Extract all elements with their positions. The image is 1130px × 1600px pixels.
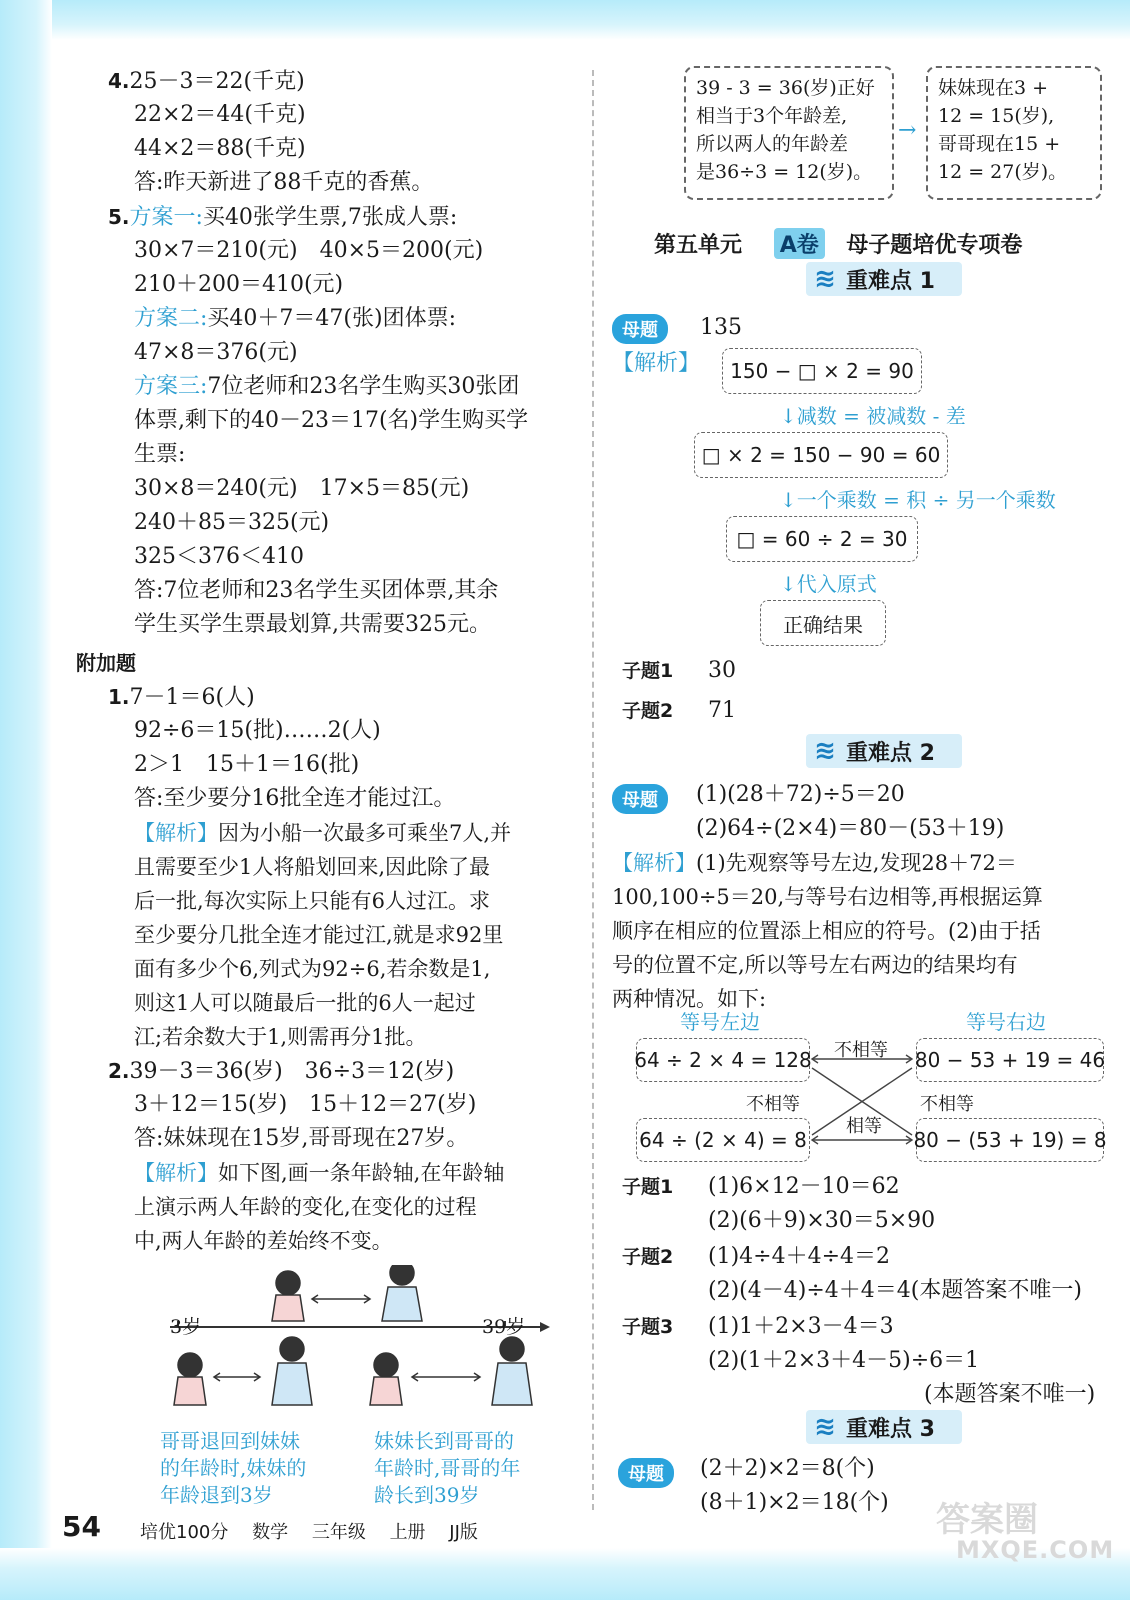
cmp-left-1: 64 ÷ 2 × 4 = 128 — [636, 1038, 810, 1082]
e1-line-1: 1.7－1＝6(人) — [108, 685, 255, 710]
reasoning-arrow-icon: → — [898, 118, 917, 143]
k2-sub2-line-1: (1)4÷4＋4÷4＝2 — [708, 1244, 891, 1269]
cmp-right-2: 80 − (53 + 19) = 8 — [916, 1118, 1104, 1162]
watermark-url: MXQE.COM — [956, 1536, 1115, 1564]
unit-title: 第五单元 A卷 母子题培优专项卷 — [654, 228, 1022, 259]
q5-plan3-line-1: 体票,剩下的40－23＝17(名)学生购买学 — [134, 408, 529, 433]
e2-line-1: 2.39－3＝36(岁) 36÷3＝12(岁) — [108, 1059, 455, 1084]
k2-sub1-line-1: (1)6×12－10＝62 — [708, 1174, 900, 1199]
page-top-border — [0, 0, 1130, 40]
flow-result: 正确结果 — [760, 600, 886, 646]
e2-analysis-1: 上演示两人年龄的变化,在变化的过程 — [134, 1195, 477, 1219]
e2-line-2: 3＋12＝15(岁) 15＋12＝27(岁) — [134, 1092, 477, 1117]
flow-rule-3: ↓代入原式 — [780, 572, 877, 596]
figure-caption-left: 哥哥退回到妹妹 的年龄时,妹妹的 年龄退到3岁 — [160, 1429, 307, 1507]
k1-sub1-label: 子题1 — [622, 660, 674, 682]
key-point-2-banner: ≋ 重难点 2 — [806, 734, 962, 768]
q5-plan1: 5.方案一:买40张学生票,7张成人票: — [108, 205, 458, 230]
flow-step-1: 150 − □ × 2 = 90 — [722, 348, 922, 394]
e1-line-3: 2＞1 15＋1＝16(批) — [134, 752, 360, 777]
age-reasoning-box-right: 妹妹现在3 + 12 = 15(岁), 哥哥现在15 + 12 = 27(岁)。 — [926, 66, 1102, 200]
flow-step-2: □ × 2 = 150 − 90 = 60 — [694, 432, 948, 478]
m2-line-1: (1)(28＋72)÷5＝20 — [696, 782, 905, 807]
watermark-logo: 答案圈 — [936, 1500, 1038, 1540]
e1-analysis-1: 且需要至少1人将船划回来,因此除了最 — [134, 855, 491, 879]
mother-badge-3: 母题 — [618, 1458, 674, 1488]
unit-subtitle: 母子题培优专项卷 — [846, 233, 1023, 258]
cmp-left-2: 64 ÷ (2 × 4) = 8 — [636, 1118, 810, 1162]
k1-sub1-answer: 30 — [708, 658, 736, 683]
m1-analysis-tag: 【解析】 — [612, 351, 701, 376]
m1-answer: 135 — [700, 315, 742, 340]
q4-answer: 答:昨天新进了88千克的香蕉。 — [134, 170, 434, 195]
k2-sub2-label: 子题2 — [622, 1246, 674, 1268]
m2-analysis-2: 顺序在相应的位置添上相应的符号。(2)由于括 — [612, 919, 1041, 943]
q5-plan3: 方案三:7位老师和23名学生购买30张团 — [134, 374, 520, 399]
mother-badge-1: 母题 — [612, 314, 668, 344]
q4-line-3: 44×2＝88(千克) — [134, 136, 306, 161]
q5-compare: 325＜376＜410 — [134, 544, 304, 569]
q5-plan3-line-4: 240＋85＝325(元) — [134, 510, 330, 535]
k2-sub3-label: 子题3 — [622, 1316, 674, 1338]
m2-analysis-3: 号的位置不定,所以等号左右两边的结果均有 — [612, 953, 1018, 977]
age-label-right: 39岁 — [482, 1316, 526, 1338]
wave-icon: ≋ — [814, 736, 836, 766]
flow-step-3: □ = 60 ÷ 2 = 30 — [726, 516, 918, 562]
k1-sub2-label: 子题2 — [622, 700, 674, 722]
flow-rule-1: ↓减数 = 被减数 - 差 — [780, 404, 966, 428]
footer-info: 培优100分 数学 三年级 上册 JJ版 — [140, 1522, 478, 1543]
k2-sub3-line-1: (1)1＋2×3－4＝3 — [708, 1314, 894, 1339]
unit-badge: A卷 — [774, 228, 825, 259]
q5-plan2: 方案二:买40＋7＝47(张)团体票: — [134, 306, 456, 331]
key-point-3-banner: ≋ 重难点 3 — [806, 1410, 962, 1444]
page-number: 54 — [62, 1510, 101, 1543]
m3-line-2: (8＋1)×2＝18(个) — [700, 1490, 889, 1515]
figure-caption-right: 妹妹长到哥哥的 年龄时,哥哥的年 龄长到39岁 — [374, 1429, 521, 1507]
mother-badge-2: 母题 — [612, 784, 668, 814]
e1-analysis-first: 【解析】因为小船一次最多可乘坐7人,并 — [134, 821, 512, 845]
page-left-border — [0, 0, 52, 1600]
key-point-1-banner: ≋ 重难点 1 — [806, 262, 962, 296]
cmp-left-title: 等号左边 — [680, 1010, 760, 1034]
age-reasoning-box-left: 39 - 3 = 36(岁)正好 相当于3个年龄差, 所以两人的年龄差 是36÷3 = 12(岁)。 — [684, 66, 894, 200]
k2-sub1-line-2: (2)(6＋9)×30＝5×90 — [708, 1208, 936, 1233]
e1-line-2: 92÷6＝15(批)……2(人) — [134, 718, 381, 743]
m2-line-2: (2)64÷(2×4)＝80－(53＋19) — [696, 816, 1005, 841]
column-divider — [592, 70, 594, 1510]
age-label-left: 3岁 — [170, 1316, 202, 1338]
q4-number: 4. — [108, 69, 130, 93]
wave-icon: ≋ — [814, 1412, 836, 1442]
cmp-right-1: 80 − 53 + 19 = 46 — [916, 1038, 1104, 1082]
k2-sub1-label: 子题1 — [622, 1176, 674, 1198]
e2-analysis-first: 【解析】如下图,画一条年龄轴,在年龄轴 — [134, 1161, 505, 1185]
q5-answer-1: 答:7位老师和23名学生买团体票,其余 — [134, 578, 499, 603]
q5-plan1-calc-2: 210＋200＝410(元) — [134, 272, 344, 297]
m2-analysis-first: 【解析】(1)先观察等号左边,发现28＋72＝ — [612, 851, 1017, 875]
k1-sub2-answer: 71 — [708, 698, 736, 723]
extra-title: 附加题 — [76, 651, 136, 675]
e1-analysis-2: 后一批,每次实际上只能有6人过江。求 — [134, 889, 491, 913]
e1-answer: 答:至少要分16批全连才能过江。 — [134, 786, 456, 811]
flow-rule-2: ↓一个乘数 = 积 ÷ 另一个乘数 — [780, 488, 1056, 512]
m2-analysis-4: 两种情况。如下: — [612, 987, 767, 1011]
q5-plan1-calc-1: 30×7＝210(元) 40×5＝200(元) — [134, 238, 484, 263]
q5-plan3-line-3: 30×8＝240(元) 17×5＝85(元) — [134, 476, 470, 501]
cmp-label-left: 不相等 — [746, 1094, 800, 1115]
e1-analysis-5: 则这1人可以随最后一批的6人一起过 — [134, 991, 476, 1015]
m3-line-1: (2＋2)×2＝8(个) — [700, 1456, 875, 1481]
q4-line-2: 22×2＝44(千克) — [134, 102, 306, 127]
e1-analysis-3: 至少要分几批全连才能过江,就是求92里 — [134, 923, 504, 947]
e2-analysis-2: 中,两人年龄的差始终不变。 — [134, 1229, 393, 1253]
e1-analysis-6: 江;若余数大于1,则需再分1批。 — [134, 1025, 427, 1049]
k2-note: (本题答案不唯一) — [924, 1382, 1096, 1407]
k2-sub3-line-2: (2)(1＋2×3＋4－5)÷6＝1 — [708, 1348, 980, 1373]
m2-analysis-1: 100,100÷5＝20,与等号右边相等,再根据运算 — [612, 885, 1043, 909]
q5-plan2-calc: 47×8＝376(元) — [134, 340, 298, 365]
q5-answer-2: 学生买学生票最划算,共需要325元。 — [134, 612, 491, 637]
e2-answer: 答:妹妹现在15岁,哥哥现在27岁。 — [134, 1126, 469, 1151]
e1-analysis-4: 面有多少个6,列式为92÷6,若余数是1, — [134, 957, 491, 981]
cmp-label-right: 不相等 — [920, 1094, 974, 1115]
q5-plan3-line-2: 生票: — [134, 442, 186, 467]
cmp-label-top: 不相等 — [834, 1040, 888, 1061]
cmp-right-title: 等号右边 — [966, 1010, 1046, 1034]
q4-line-1: 4.25－3＝22(千克) — [108, 69, 305, 94]
cmp-label-bottom: 相等 — [846, 1116, 882, 1137]
k2-sub2-line-2: (2)(4－4)÷4＋4＝4(本题答案不唯一) — [708, 1278, 1082, 1303]
wave-icon: ≋ — [814, 264, 836, 294]
